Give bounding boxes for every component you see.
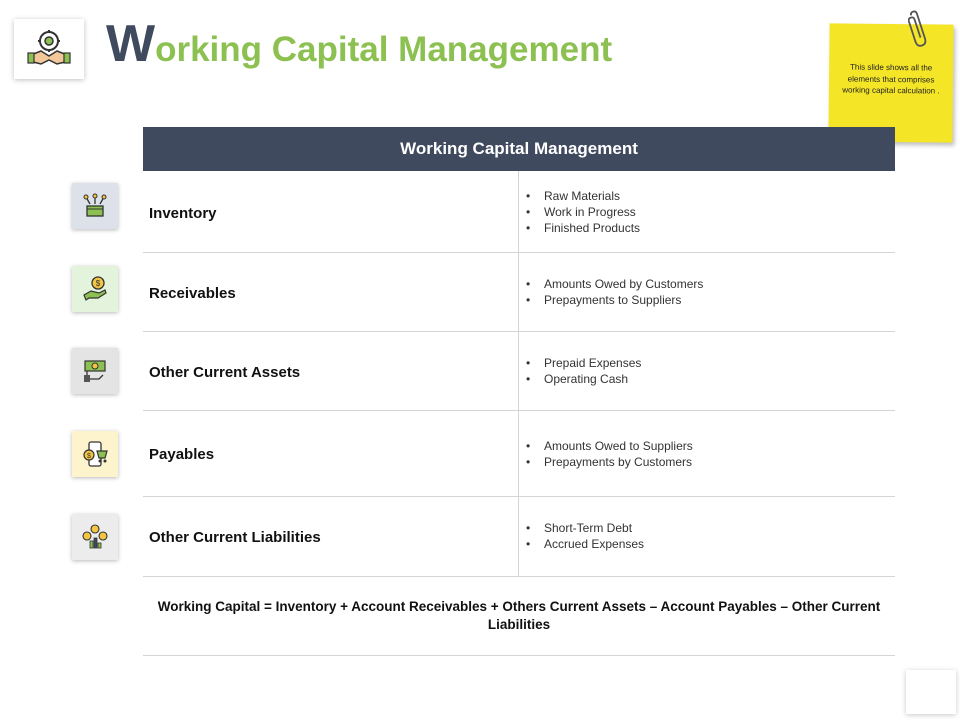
column-divider [518, 171, 519, 576]
row-label-receivables: Receivables [149, 285, 236, 302]
corner-box [906, 670, 956, 714]
working-capital-formula: Working Capital = Inventory + Account Receivables + Others Current Assets – Account Payables – Other Current Liabilities [157, 599, 881, 632]
row-items-other-current-liabilities [526, 520, 644, 552]
list-item: • Operating Cash [526, 372, 629, 386]
row-divider [143, 331, 895, 332]
list-item: • Finished Products [526, 221, 641, 235]
row-icon-box [72, 431, 118, 477]
handshake-gear-icon [27, 29, 71, 69]
list-item: • Prepayments to Suppliers [526, 293, 682, 307]
list-item: • Prepaid Expenses [526, 356, 642, 370]
row-label-other-current-assets: Other Current Assets [149, 364, 301, 381]
table-header: Working Capital Management [143, 127, 895, 171]
row-items-receivables [526, 276, 703, 308]
list-item: • Amounts Owed by Customers [526, 277, 704, 291]
row-icon-box [72, 183, 118, 229]
row-label-other-current-liabilities: Other Current Liabilities [149, 529, 321, 546]
row-divider [143, 655, 895, 656]
svg-text:$: $ [87, 453, 91, 460]
sticky-note-text: This slide shows all the elements that comprises working capital calculation . [842, 62, 940, 96]
row-icon-box [72, 514, 118, 560]
row-items-other-current-assets [526, 355, 641, 387]
list-item: • Raw Materials [526, 189, 621, 203]
title-text: orking Capital Management [155, 30, 613, 69]
paperclip-icon [908, 10, 932, 50]
row-icon-box [72, 348, 118, 394]
list-item: • Prepayments by Customers [526, 455, 693, 469]
list-item: • Short-Term Debt [526, 521, 633, 535]
row-divider [143, 496, 895, 497]
row-items-payables [526, 438, 693, 470]
hand-coin-icon [81, 275, 109, 303]
list-item: • Accrued Expenses [526, 537, 645, 551]
title-initial: W [106, 15, 156, 73]
list-item: • Work in Progress [526, 205, 636, 219]
row-items-inventory [526, 188, 640, 236]
row-label-inventory: Inventory [149, 205, 217, 222]
row-label-payables: Payables [149, 446, 215, 463]
svg-text:$: $ [95, 279, 101, 288]
row-divider [143, 252, 895, 253]
coins-bar-chart-icon [81, 523, 109, 551]
row-divider [143, 410, 895, 411]
logo [14, 19, 84, 79]
row-icon-box [72, 266, 118, 312]
cash-hand-icon [81, 357, 109, 385]
row-divider [143, 576, 895, 577]
mobile-payment-cart-icon [81, 440, 109, 468]
list-item: • Amounts Owed to Suppliers [526, 439, 693, 453]
sticky-note [828, 23, 953, 142]
inventory-box-icon [81, 192, 109, 220]
page-title [106, 15, 613, 73]
